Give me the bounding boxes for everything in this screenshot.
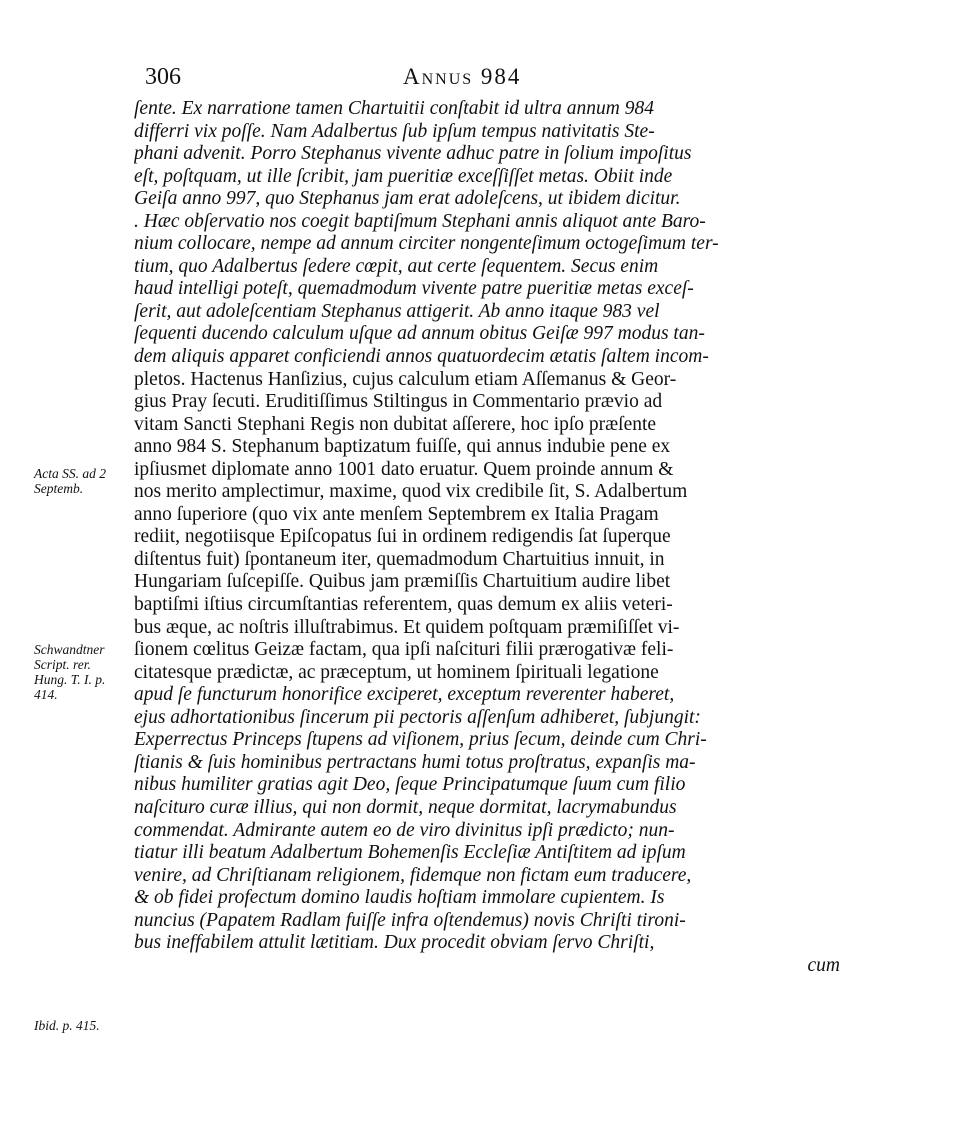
text-line: pletos. Hactenus Hanſizius, cujus calculum etiam Aſſemanus & Geor- xyxy=(134,368,677,390)
text-line: apud ſe functurum honorifice exciperet, exceptum reverenter haberet, xyxy=(134,684,675,706)
text-line: gius Pray ſecuti. Eruditiſſimus Stiltingus in Commentario prævio ad xyxy=(134,391,663,413)
text-line: . Hæc obſervatio nos coegit baptiſmum Stephani annis aliquot ante Baro- xyxy=(134,210,706,232)
text-line: Geiſa anno 997, quo Stephanus jam erat adoleſcens, ut ibidem dicitur. xyxy=(134,188,681,210)
text-line: anno 984 S. Stephanum baptizatum fuiſſe, qui annus indubie pene ex xyxy=(134,436,671,458)
text-line: ſionem cœlitus Geizæ factam, qua ipſi naſcituri filii prærogativæ feli- xyxy=(134,639,674,661)
page-header xyxy=(145,64,841,94)
text-line: Hungariam ſuſcepiſſe. Quibus jam præmiſſis Chartuitium audire libet xyxy=(134,571,671,593)
text-line: ejus adhortationibus ſincerum pii pectoris aſſenſum adhiberet, ſubjungit: xyxy=(134,706,701,728)
text-line: venire, ad Chriſtianam religionem, fidemque non fictam eum traducere, xyxy=(134,864,692,886)
text-line: ſtianis & ſuis hominibus pertractans humi totus proſtratus, expanſis ma- xyxy=(134,751,696,773)
text-line: bus ineffabilem attulit lætitiam. Dux procedit obviam ſervo Chriſti, xyxy=(134,932,655,954)
text-line: commendat. Admirante autem eo de viro divinitus ipſi prædicto; nun- xyxy=(134,819,675,841)
text-line: baptiſmi iſtius circumſtantias referentem, quas demum ex aliis veteri- xyxy=(134,594,673,616)
page-number: 306 xyxy=(145,64,181,90)
text-line: & ob fidei profectum domino laudis hoſtiam immolare cupientem. Is xyxy=(134,887,665,909)
text-line: differri vix poſſe. Nam Adalbertus ſub ipſum tempus nativitatis Ste- xyxy=(134,120,655,142)
text-line: rediit, negotiisque Epiſcopatus ſui in ordinem redigendis ſat ſuperque xyxy=(134,526,671,548)
text-line: nibus humiliter gratias agit Deo, ſeque Principatumque ſuum cum filio xyxy=(134,774,686,796)
margin-note: Acta SS. ad 2 Septemb. xyxy=(34,466,106,496)
text-line: bus æque, ac noſtris illuſtrabimus. Et quidem poſtquam præmiſiſſet vi- xyxy=(134,616,680,638)
text-line: ſequenti ducendo calculum uſque ad annum obitus Geiſæ 997 modus tan- xyxy=(134,323,705,345)
text-line: ipſiusmet diplomate anno 1001 dato eruatur. Quem proinde annum & xyxy=(134,458,674,480)
text-line: nium collocare, nempe ad annum circiter nongenteſimum octogeſimum ter- xyxy=(134,233,719,255)
margin-note: Schwandtner Script. rer. Hung. T. I. p. 414. xyxy=(34,642,106,702)
body-text xyxy=(134,98,840,977)
text-line: nuncius (Papatem Radlam fuiſſe infra oſtendemus) novis Chriſti tironi- xyxy=(134,909,686,931)
text-line: ſente. Ex narratione tamen Chartuitii conſtabit id ultra annum 984 xyxy=(134,98,654,119)
text-line: phani advenit. Porro Stephanus vivente adhuc patre in ſolium impoſitus xyxy=(134,143,692,165)
text-line: citatesque prædictæ, ac præceptum, ut hominem ſpirituali legatione xyxy=(134,661,659,683)
text-line: eſt, poſtquam, ut ille ſcribit, jam pueritiæ exceſſiſſet metas. Obiit inde xyxy=(134,165,673,187)
text-line: anno ſuperiore (quo vix ante menſem Septembrem ex Italia Pragam xyxy=(134,503,659,525)
text-line: vitam Sancti Stephani Regis non dubitat aſſerere, hoc ipſo præſente xyxy=(134,413,657,435)
text-line: haud intelligi poteſt, quemadmodum vivente patre pueritiæ metas exceſ- xyxy=(134,278,694,300)
text-line: naſcituro curæ illius, qui non dormit, neque dormitat, lacrymabundus xyxy=(134,796,677,818)
text-line: nos merito amplectimur, maxime, quod vix credibile ſit, S. Adalbertum xyxy=(134,481,688,503)
margin-note: Ibid. p. 415. xyxy=(34,1018,100,1033)
text-line: diſtentus fuit) ſpontaneum iter, quemadmodum Chartuitius innuit, in xyxy=(134,548,665,570)
text-line: ſerit, aut adoleſcentiam Stephanus attigerit. Ab anno itaque 983 vel xyxy=(134,300,660,322)
text-line: dem aliquis apparet conficiendi annos quatuordecim ætatis ſaltem incom- xyxy=(134,346,709,368)
running-title: Annus 984 xyxy=(403,64,522,89)
text-line: Experrectus Princeps ſtupens ad viſionem, prius ſecum, deinde cum Chri- xyxy=(134,729,707,751)
text-line: tium, quo Adalbertus ſedere cœpit, aut certe ſequentem. Secus enim xyxy=(134,255,659,277)
catchword: cum xyxy=(807,954,840,976)
text-line: tiatur illi beatum Adalbertum Bohemenſis Eccleſiæ Antiſtitem ad ipſum xyxy=(134,842,686,864)
